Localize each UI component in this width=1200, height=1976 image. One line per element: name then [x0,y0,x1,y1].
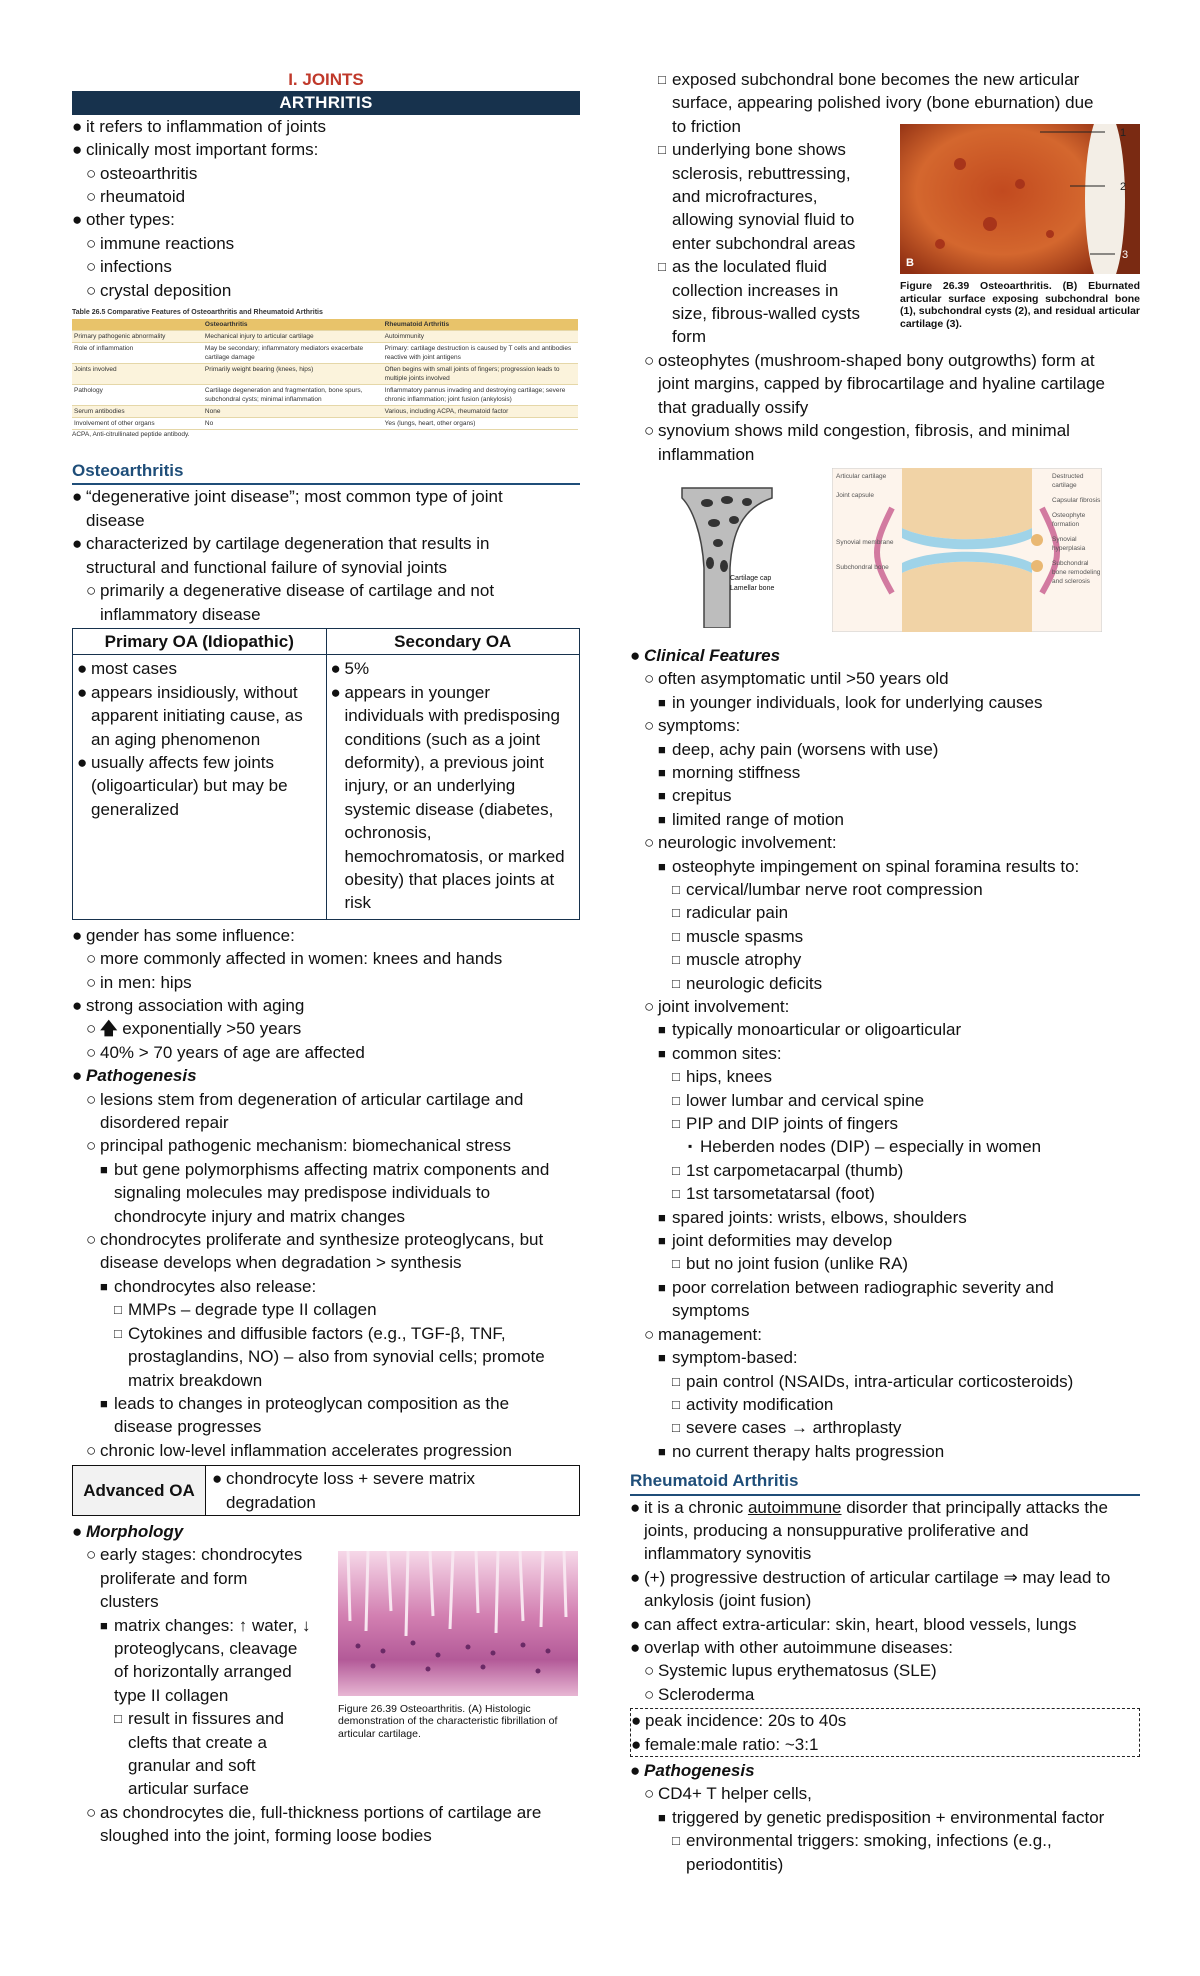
list-item: of horizontally arranged [114,1662,292,1682]
list-item: ■ chondrocytes also release: [100,1276,317,1296]
list-item: collection increases in [672,280,839,300]
list-item: ■ in younger individuals, look for underlying causes [658,692,1043,712]
list-item: signaling molecules may predispose individuals to [114,1183,491,1203]
list-item: allowing synovial fluid to [672,210,855,230]
list-item: joints, producing a nonsuppurative proliferative and [644,1520,1029,1540]
list-item: ○ 🡅 exponentially >50 years [86,1019,302,1039]
list-item: ● (+) progressive destruction of articular cartilage ⇒ may lead to [630,1567,1111,1587]
secondary-oa-heading: Secondary OA [326,628,580,654]
ra-epidemiology-box [630,1708,1140,1757]
joint-diagram-left-labels: Articular cartilage Joint capsule Synovial membrane Subchondral bone [836,472,894,571]
list-item: □ as the loculated fluid [658,257,827,277]
list-item: ■ leads to changes in proteoglycan composition as the [100,1393,510,1413]
list-item: ○ chronic low-level inflammation accelerates progression [86,1440,512,1460]
list-item: inflammatory synovitis [644,1544,812,1564]
list-item: ■ osteophyte impingement on spinal foramina results to: [658,856,1080,876]
list-item: ○ infections [86,257,172,277]
list-item: ● female:male ratio: ~3:1 [631,1734,819,1754]
list-item: ○ lesions stem from degeneration of articular cartilage and [86,1089,524,1109]
list-item: ■ no current therapy halts progression [658,1441,945,1461]
table-row: Serum antibodies None Various, including ACPA, rheumatoid factor [72,406,578,418]
fig-b-panel-label: B [906,257,914,269]
eburnation-photo [900,124,1140,274]
up-arrow-icon: 🡅 [100,1019,118,1039]
list-item: ● “degenerative joint disease”; most common type of joint [72,487,503,507]
list-item: chondrocyte injury and matrix changes [114,1206,406,1226]
list-item: ○ osteoarthritis [86,163,198,183]
list-item: ● other types: [72,210,175,230]
list-item: enter subchondral areas [672,233,856,253]
list-item: □ hips, knees [672,1067,772,1087]
table-header-row: Osteoarthritis Rheumatoid Arthritis [72,319,578,331]
osteophyte-diagrams [630,468,1140,640]
list-item: ● characterized by cartilage degeneration that results in [72,534,490,554]
list-item: and microfractures, [672,187,818,207]
list-item: □ muscle spasms [672,926,804,946]
histology-image [338,1551,578,1696]
list-item: surface, appearing polished ivory (bone eburnation) due [672,93,1094,113]
list-item: ● can affect extra-articular: skin, heart, blood vessels, lungs [630,1614,1077,1634]
list-item: □ pain control (NSAIDs, intra-articular corticosteroids) [672,1371,1074,1391]
figure-b [900,124,1140,330]
list-item: ○ often asymptomatic until >50 years old [644,669,949,689]
list-item: □ underlying bone shows [658,140,846,160]
list-item: ● strong association with aging [72,996,305,1015]
list-item: ● peak incidence: 20s to 40s [631,1711,847,1731]
osteophyte-diagram [652,478,802,628]
ra-pathogenesis-heading: ● Pathogenesis [630,1761,755,1780]
list-item: size, fibrous-walled cysts [672,304,861,324]
list-item: □ environmental triggers: smoking, infections (e.g., [672,1831,1052,1851]
morphology-heading: ● Morphology [72,1521,184,1541]
list-item: ● overlap with other autoimmune diseases: [630,1637,953,1657]
list-item: ■ poor correlation between radiographic severity and [658,1277,1054,1297]
left-column [72,68,580,1848]
list-item: joint margins, capped by fibrocartilage and hyaline cartilage [658,374,1105,394]
primary-oa-heading: Primary OA (Idiopathic) [73,628,327,654]
table-row: Pathology Cartilage degeneration and fragmentation, bone spurs, subchondral cysts; minimal inflammation Inflammatory pannus invading and destroying cartilage; severe chronic inflammation; joint fusion (ankylosis) [72,385,578,406]
list-item: ■ but gene polymorphisms affecting matrix components and [100,1159,550,1179]
joint-diagram-right-labels: Destructed cartilage Capsular fibrosis Osteophyte formation Synovial hyperplasia Subchondral bone remodeling and sclerosis [1052,472,1101,585]
list-item: □ PIP and DIP joints of fingers [672,1114,898,1134]
list-item: that gradually ossify [658,397,809,417]
list-item: ■ typically monoarticular or oligoarticular [658,1020,962,1040]
list-item: matrix breakdown [128,1370,263,1390]
list-item: ■ limited range of motion [658,809,844,829]
list-item: ankylosis (joint fusion) [644,1591,812,1611]
list-item: ○ 40% > 70 years of age are affected [86,1042,365,1062]
list-item: proteoglycans, cleavage [114,1638,298,1658]
list-item: ▪ Heberden nodes (DIP) – especially in women [688,1137,1042,1157]
list-item: form [672,327,706,347]
advanced-oa-text: ● chondrocyte loss + severe matrix degradation [206,1466,580,1516]
list-item: sclerosis, rebuttressing, [672,163,851,183]
table-row: Involvement of other organs No Yes (lungs, heart, other organs) [72,418,578,430]
list-item: □ muscle atrophy [672,950,802,970]
list-item: □ lower lumbar and cervical spine [672,1090,925,1110]
figure-b-caption: Figure 26.39 Osteoarthritis. (B) Eburnated articular surface exposing subchondral bone (1), subchondral cysts (2), and residual articular cartilage (3). [900,280,1140,330]
list-item: inflammatory disease [100,604,261,624]
rheumatoid-arthritis-header: Rheumatoid Arthritis [630,1469,1140,1495]
list-item: ■ symptom-based: [658,1348,798,1368]
list-item: ○ Systemic lupus erythematosus (SLE) [644,1661,937,1681]
list-item: inflammation [658,444,755,464]
list-item: □ cervical/lumbar nerve root compression [672,879,983,899]
list-item: ○ rheumatoid [86,187,186,207]
list-item: ■ morning stiffness [658,762,801,782]
list-item: □ Cytokines and diffusible factors (e.g., TGF-β, TNF, [114,1323,506,1343]
primary-oa-cell: ● most cases ● appears insidiously, without apparent initiating cause, as an aging phenomenon ● usually affects few joints (oligoarticular) but may be generalized [73,655,327,919]
list-item: ○ Scleroderma [644,1684,755,1704]
list-item: ● it refers to inflammation of joints [72,116,326,136]
arthritis-header: ARTHRITIS [72,91,580,114]
fig-b-label-2: 2 [1120,181,1127,193]
list-item: ● gender has some influence: [72,925,295,945]
figure-a [338,1551,578,1740]
list-item: proliferate and form [100,1568,248,1588]
list-item: ○ neurologic involvement: [644,833,837,853]
comparison-table-image [72,308,578,439]
clinical-features-heading: ● Clinical Features [630,645,781,665]
primary-secondary-oa-table [72,628,580,920]
list-item: ■ matrix changes: ↑ water, ↓ [100,1615,311,1635]
list-item: granular and soft [128,1756,256,1775]
list-item: ● it is a chronic autoimmune disorder that principally attacks the [630,1497,1108,1517]
list-item: type II collagen [114,1685,229,1705]
list-item: □ activity modification [672,1394,834,1414]
table-row: Primary pathogenic abnormality Mechanical injury to articular cartilage Autoimmunity [72,331,578,343]
list-item: ○ chondrocytes proliferate and synthesize proteoglycans, but [86,1230,544,1250]
list-item: □ but no joint fusion (unlike RA) [672,1254,909,1274]
list-item: to friction [672,116,741,136]
table-footnote: ACPA, Anti-citrullinated peptide antibody. [72,431,190,439]
table-row: Joints involved Primarily weight bearing (knees, hips) Often begins with small joints of fingers; progression leads to multiple joints involved [72,364,578,385]
pathogenesis-heading: ● Pathogenesis [72,1066,197,1086]
list-item: articular surface [128,1779,249,1799]
list-item: clusters [100,1592,159,1612]
list-item: □ 1st tarsometatarsal (foot) [672,1184,875,1204]
list-item: □ neurologic deficits [672,973,823,993]
osteophyte-diagram-labels: Cartilage cap Lamellar bone [730,574,775,592]
list-item: ○ synovium shows mild congestion, fibrosis, and minimal [644,421,1070,441]
list-item: ■ deep, achy pain (worsens with use) [658,739,939,759]
table-caption: Table 26.5 Comparative Features of Osteoarthritis and Rheumatoid Arthritis [72,309,323,317]
list-item: structural and functional failure of synovial joints [86,557,447,577]
advanced-oa-label: Advanced OA [73,1466,206,1516]
list-item: ○ management: [644,1324,762,1344]
list-item: ○ in men: hips [86,972,192,992]
list-item: ○ osteophytes (mushroom-shaped bony outgrowths) form at [644,350,1095,370]
list-item: □ exposed subchondral bone becomes the new articular [658,70,1080,89]
list-item: ○ primarily a degenerative disease of cartilage and not [86,581,495,601]
list-item: □ result in fissures and [114,1709,284,1729]
list-item: ■ joint deformities may develop [658,1231,893,1251]
fig-b-label-1: 1 [1120,127,1127,139]
list-item: ○ more commonly affected in women: knees and hands [86,949,503,969]
osteoarthritis-header: Osteoarthritis [72,459,580,485]
fig-b-label-3: 3 [1122,249,1129,261]
list-item: disease progresses [114,1417,262,1437]
figure-a-caption: Figure 26.39 Osteoarthritis. (A) Histologic demonstration of the characteristic fibrillation of articular cartilage. [338,1702,558,1740]
list-item: ■ crepitus [658,786,732,806]
list-item: ○ crystal deposition [86,280,232,300]
list-item: ○ joint involvement: [644,997,790,1016]
list-item: periodontitis) [686,1854,784,1874]
morphology-block [72,1543,580,1800]
list-item: disease develops when degradation > synthesis [100,1253,462,1273]
list-item: ○ early stages: chondrocytes [86,1545,303,1565]
list-item: ○ symptoms: [644,716,741,736]
list-item: sloughed into the joint, forming loose bodies [100,1826,432,1846]
list-item: ■ common sites: [658,1043,782,1063]
list-item: prostaglandins, NO) – also from synovial cells; promote [128,1347,545,1367]
list-item: ○ immune reactions [86,233,235,253]
advanced-oa-table [72,1465,580,1516]
list-item: ■ triggered by genetic predisposition + environmental factor [658,1807,1105,1827]
list-item: ○ principal pathogenic mechanism: biomechanical stress [86,1136,512,1156]
list-item: clefts that create a [128,1732,267,1752]
right-column [630,68,1140,1876]
list-item: ○ as chondrocytes die, full-thickness portions of cartilage are [86,1802,542,1822]
list-item: □ severe cases → arthroplasty [672,1418,902,1438]
list-item: disordered repair [100,1113,229,1133]
list-item: ● clinically most important forms: [72,140,319,160]
list-item: □ MMPs – degrade type II collagen [114,1300,377,1320]
secondary-oa-cell: ● 5% ● appears in younger individuals with predisposing conditions (such as a joint deformity), a previous joint injury, or an underlying systemic disease (diabetes, ochronosis, hemochromatosis, or marked obesity) that places joints at risk [326,655,580,919]
eburnation-block [630,68,1140,349]
table-row: Role of inflammation May be secondary; inflammatory mediators exacerbate cartilage damage Primary: cartilage destruction is caused by T cells and antibodies reactive with joint antigens [72,343,578,364]
list-item: ○ CD4+ T helper cells, [644,1784,812,1804]
page-title: I. JOINTS [288,70,364,89]
list-item: disease [86,510,145,530]
list-item: □ 1st carpometacarpal (thumb) [672,1160,904,1180]
list-item: symptoms [672,1301,750,1321]
list-item: □ radicular pain [672,903,789,923]
list-item: ■ spared joints: wrists, elbows, shoulders [658,1207,967,1227]
